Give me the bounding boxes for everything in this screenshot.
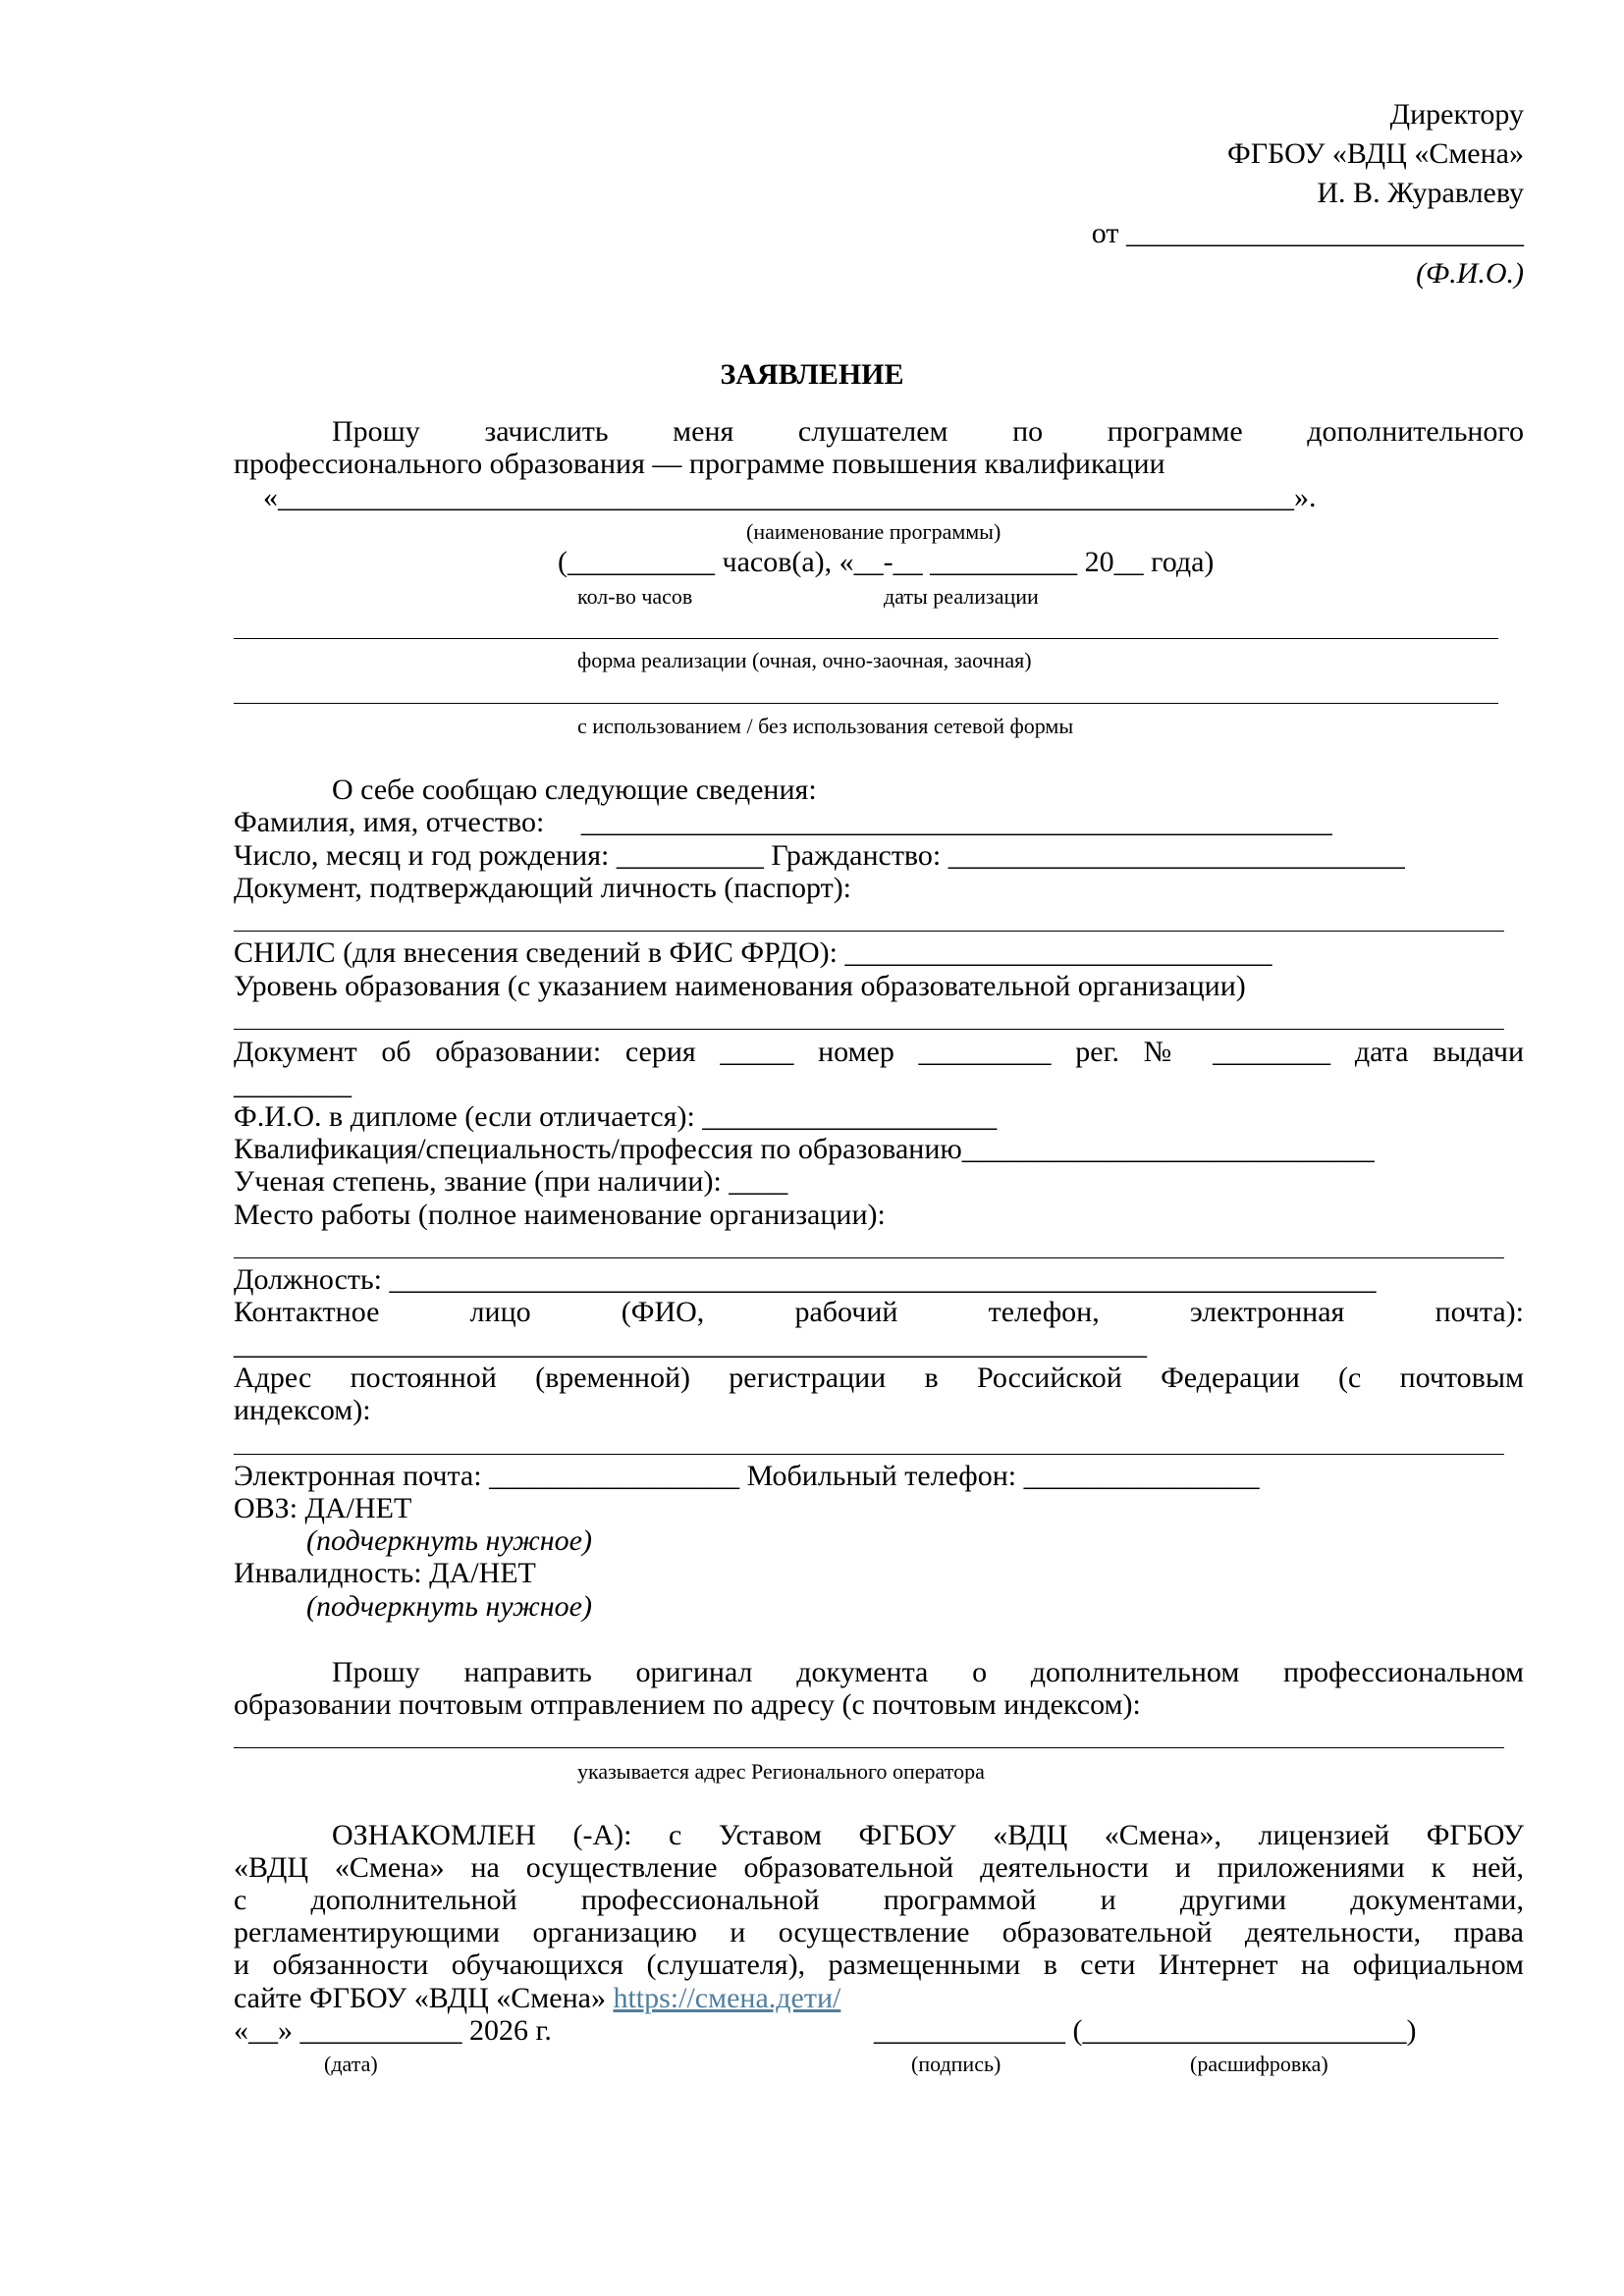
addressee-name: И. В. Журавлеву — [1317, 177, 1524, 209]
diploma-fio-field[interactable]: Ф.И.О. в дипломе (если отличается): ____________________ — [234, 1100, 998, 1133]
disability-field[interactable]: Инвалидность: ДА/НЕТ — [234, 1557, 536, 1589]
id-document-label: Документ, подтверждающий личность (паспорт): — [234, 872, 852, 904]
signature-hint: (подпись) — [911, 2052, 1001, 2076]
hours-dates-field[interactable]: (__________ часов(а), «__-__ __________ 20__ года) — [558, 546, 1215, 578]
degree-field[interactable]: Ученая степень, звание (при наличии): ____ — [234, 1165, 788, 1198]
ack-line-2: «ВДЦ «Смена» на осуществление образовательной деятельности и приложениями к ней, — [234, 1851, 1524, 1884]
program-name-hint: (наименование программы) — [746, 519, 1001, 544]
position-field[interactable]: Должность: ___________________________________________________________________ — [234, 1263, 1377, 1296]
hours-hint: кол-во часов — [577, 584, 693, 609]
date-hint: (дата) — [324, 2052, 378, 2076]
disability-hint: (подчеркнуть нужное) — [306, 1590, 592, 1623]
id-document-line[interactable] — [234, 931, 1504, 932]
ovz-field[interactable]: ОВЗ: ДА/НЕТ — [234, 1492, 412, 1524]
network-form-hint: с использованием / без использования сетевой формы — [577, 714, 1074, 738]
date-field[interactable]: «__» ___________ 2026 г. — [234, 2014, 552, 2047]
fio-field[interactable]: Фамилия, имя, отчество: ___________________________________________________ — [234, 806, 1332, 838]
form-of-study-hint: форма реализации (очная, очно-заочная, заочная) — [577, 648, 1032, 672]
registration-address-label-end: индексом): — [234, 1394, 371, 1426]
addressee-organization: ФГБОУ «ВДЦ «Смена» — [1227, 137, 1524, 170]
ovz-hint: (подчеркнуть нужное) — [306, 1524, 592, 1557]
delivery-line-2: образовании почтовым отправлением по адресу (с почтовым индексом): — [234, 1688, 1141, 1721]
education-document-field[interactable]: Документ об образовании: серия _____ номер _________ рег. № ________ дата выдачи — [234, 1036, 1524, 1068]
workplace-label: Место работы (полное наименование организации): — [234, 1199, 886, 1231]
program-name-field[interactable]: «_____________________________________________________________________». — [263, 481, 1317, 513]
ack-line-6-text: сайте ФГБОУ «ВДЦ «Смена» — [234, 1982, 614, 2014]
ack-line-4: регламентирующими организацию и осуществление образовательной деятельности, права — [234, 1916, 1524, 1949]
addressee-title: Директору — [1389, 98, 1524, 131]
education-level-line[interactable] — [234, 1029, 1504, 1030]
info-intro: О себе сообщаю следующие сведения: — [332, 774, 817, 806]
dates-hint: даты реализации — [884, 584, 1039, 609]
network-form-line[interactable] — [234, 703, 1498, 704]
ack-line-5: и обязанности обучающихся (слушателя), размещенными в сети Интернет на официальном — [234, 1949, 1524, 1981]
sender-field[interactable]: от ___________________________ — [1091, 217, 1524, 249]
contact-person-field[interactable]: ______________________________________________________________ — [234, 1328, 1147, 1361]
birth-citizenship-field[interactable]: Число, месяц и год рождения: __________ Гражданство: _______________________________ — [234, 839, 1405, 872]
delivery-address-line[interactable] — [234, 1747, 1504, 1748]
document-title: ЗАЯВЛЕНИЕ — [720, 358, 904, 391]
signature-field[interactable]: _____________ (______________________) — [874, 2014, 1417, 2047]
sender-fio-hint: (Ф.И.О.) — [1416, 257, 1524, 290]
qualification-field[interactable]: Квалификация/специальность/профессия по образованию____________________________ — [234, 1133, 1375, 1165]
ack-line-3: с дополнительной профессиональной программой и другими документами, — [234, 1884, 1524, 1916]
education-document-date-field[interactable]: ________ — [234, 1068, 352, 1100]
signature-decode-hint: (расшифровка) — [1190, 2052, 1328, 2076]
delivery-address-hint: указывается адрес Регионального оператора — [577, 1759, 985, 1784]
website-link[interactable]: https://смена.дети/ — [613, 1982, 841, 2014]
registration-address-line[interactable] — [234, 1454, 1504, 1455]
form-of-study-line[interactable] — [234, 638, 1498, 639]
education-level-label: Уровень образования (с указанием наименования образовательной организации) — [234, 970, 1246, 1002]
contact-person-label: Контактное лицо (ФИО, рабочий телефон, электронная почта): — [234, 1296, 1524, 1328]
delivery-line-1: Прошу направить оригинал документа о дополнительном профессиональном — [332, 1656, 1524, 1688]
ack-line-1: ОЗНАКОМЛЕН (-А): с Уставом ФГБОУ «ВДЦ «Смена», лицензией ФГБОУ — [332, 1819, 1524, 1851]
email-phone-field[interactable]: Электронная почта: _________________ Мобильный телефон: ________________ — [234, 1460, 1260, 1492]
snils-field[interactable]: СНИЛС (для внесения сведений в ФИС ФРДО): _____________________________ — [234, 936, 1272, 969]
request-line-1: Прошу зачислить меня слушателем по программе дополнительного — [332, 415, 1524, 448]
request-line-2: профессионального образования — программе повышения квалификации — [234, 448, 1165, 480]
workplace-line[interactable] — [234, 1257, 1504, 1258]
registration-address-label: Адрес постоянной (временной) регистрации в Российской Федерации (с почтовым — [234, 1362, 1524, 1394]
ack-line-6 — [234, 1982, 840, 2015]
